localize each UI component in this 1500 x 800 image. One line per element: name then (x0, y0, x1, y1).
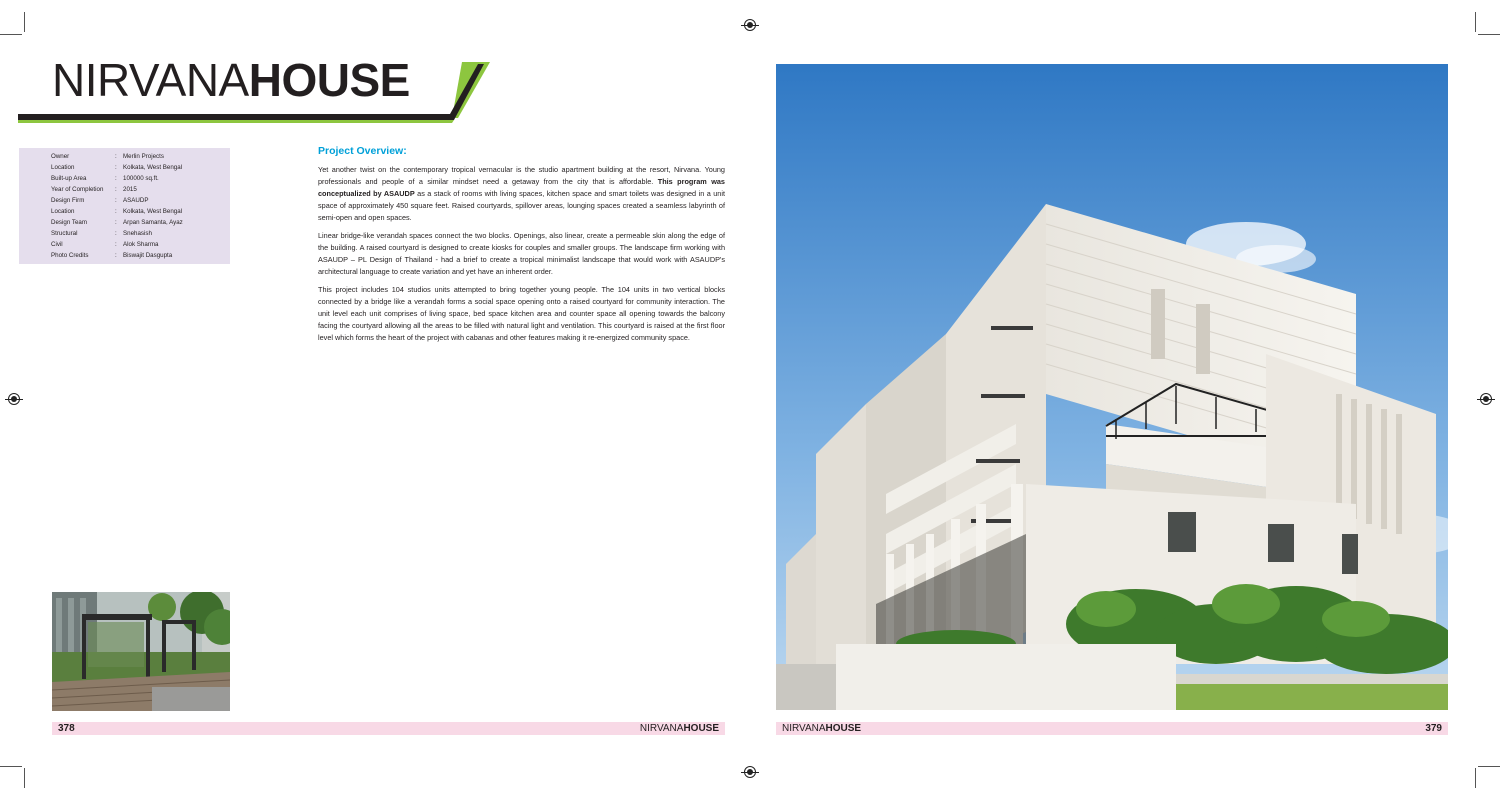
info-colon: : (115, 175, 117, 182)
info-row (19, 184, 230, 195)
info-colon: : (115, 197, 117, 204)
crop-mark (0, 34, 22, 35)
info-value: ASAUDP (123, 197, 149, 204)
info-key: Year of Completion (51, 186, 104, 193)
paragraph (318, 164, 725, 224)
info-row (19, 195, 230, 206)
title-light: NIRVANA (52, 54, 249, 106)
footer-bar-left (52, 722, 725, 735)
footer-bar-right (776, 722, 1448, 735)
info-key: Owner (51, 153, 70, 160)
footer-title-bold: HOUSE (683, 723, 719, 734)
footer-title-light: NIRVANA (639, 723, 684, 734)
registration-mark-icon (744, 19, 756, 31)
info-row (19, 162, 230, 173)
paragraph-bold-text: This program was conceptualized by ASAUDP (318, 177, 725, 198)
info-value: Merlin Projects (123, 153, 164, 160)
footer-title-light: NIRVANA (782, 723, 826, 734)
crop-mark (1478, 34, 1500, 35)
info-row (19, 173, 230, 184)
crop-mark (0, 766, 22, 767)
paragraph-text: Yet another twist on the contemporary tropical vernacular is the studio apartment building at the resort, Nirvana. Young professionals and people of a similar mindset need a getaway from the city that is affordable. (318, 165, 725, 186)
info-value: Arpan Samanta, Ayaz (123, 219, 183, 226)
info-key: Civil (51, 241, 63, 248)
info-row (19, 151, 230, 162)
info-key: Photo Credits (51, 252, 89, 259)
building-photo (776, 64, 1448, 710)
info-value: Kolkata, West Bengal (123, 208, 183, 215)
info-value: Alok Sharma (123, 241, 159, 248)
info-row (19, 228, 230, 239)
info-row (19, 250, 230, 261)
footer-title-bold: HOUSE (825, 723, 862, 734)
info-value: Kolkata, West Bengal (123, 164, 183, 171)
paragraph: This project includes 104 studios units attempted to bring together young people. The 104 units in two vertical blocks connected by a bridge like a verandah forms a social space opening onto a raised courtyard for community interaction. The unit level each unit comprises of living space, bed space kitchen area and counter space all opening towards the balcony facing the courtyard allowing all the areas to be filled with natural light and ventilation. This courtyard is raised at the first floor level which forms the heart of the project with cabanas and other features making it re-energized community space. (318, 285, 725, 342)
info-colon: : (115, 153, 117, 160)
registration-mark-icon (744, 766, 756, 778)
info-colon: : (115, 241, 117, 248)
info-colon: : (115, 164, 117, 171)
crop-mark (24, 12, 25, 32)
info-colon: : (115, 186, 117, 193)
footer-title (640, 723, 719, 734)
info-colon: : (115, 252, 117, 259)
title-bold: HOUSE (248, 54, 410, 106)
crop-mark (1478, 766, 1500, 767)
registration-mark-icon (8, 393, 20, 405)
info-key: Design Firm (51, 197, 85, 204)
info-key: Structural (51, 230, 78, 237)
article-body (318, 164, 725, 350)
info-colon: : (115, 208, 117, 215)
info-colon: : (115, 219, 117, 226)
paragraph: Linear bridge-like verandah spaces connect the two blocks. Openings, also linear, create a permeable skin along the edge of the building. A raised courtyard is designed to create kiosks for couples and smaller groups. The landscape firm working with ASAUDP – PL Design of Thailand - had a brief to create a tropical minimalist landscape that would work with ASAUDP's architectural language to create variation and yet have an inherent order. (318, 231, 725, 276)
info-value: Snehasish (123, 230, 152, 237)
registration-mark-icon (1480, 393, 1492, 405)
paragraph-text: as a stack of rooms with living spaces, kitchen space and smart toilets was designed in a unit space of approximately 450 square feet. Raised courtyards, spillover areas, lounging spaces created a seamless labyrinth of semi-open and open spaces. (318, 189, 725, 222)
info-key: Built-up Area (51, 175, 87, 182)
footer-title (782, 723, 861, 734)
info-key: Location (51, 208, 75, 215)
page-number: 379 (1425, 723, 1442, 734)
crop-mark (1475, 768, 1476, 788)
courtyard-photo (52, 592, 230, 711)
info-key: Location (51, 164, 75, 171)
info-colon: : (115, 230, 117, 237)
page-title (52, 54, 410, 106)
info-key: Design Team (51, 219, 87, 226)
project-info-table (19, 148, 230, 264)
section-heading: Project Overview: (318, 145, 407, 157)
crop-mark (1475, 12, 1476, 32)
info-value: 100000 sq.ft. (123, 175, 159, 182)
info-value: 2015 (123, 186, 137, 193)
crop-mark (24, 768, 25, 788)
page-number: 378 (58, 723, 75, 734)
info-row (19, 217, 230, 228)
info-row (19, 206, 230, 217)
info-value: Biswajit Dasgupta (123, 252, 173, 259)
info-row (19, 239, 230, 250)
